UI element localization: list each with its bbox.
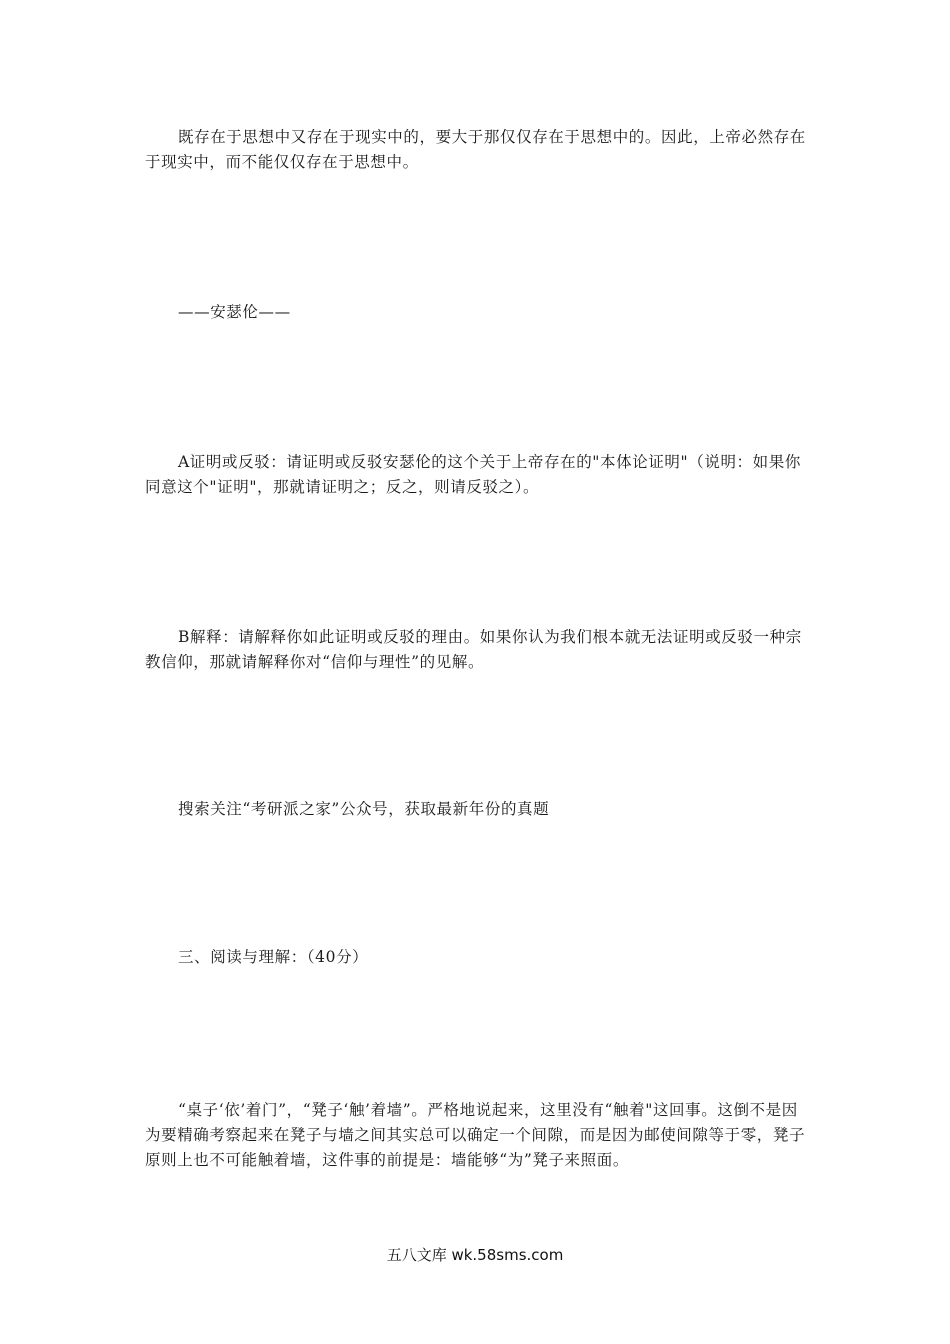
promo-notice: 搜索关注“考研派之家”公众号，获取最新年份的真题 (178, 800, 550, 818)
question-a-prove-or-refute: A证明或反驳：请证明或反驳安瑟伦的这个关于上帝存在的"本体论证明"（说明：如果你同意这个"证明"，那就请证明之；反之，则请反驳之）。 (145, 453, 801, 496)
paragraph-anselm-quote: 既存在于思想中又存在于现实中的，要大于那仅仅存在于思想中的。因此，上帝必然存在于现实中，而不能仅仅存在于思想中。 (145, 128, 806, 171)
reading-passage: “桌子‘依’着门”，“凳子‘触’着墙”。严格地说起来，这里没有“触着"这回事。这倒不是因为要精确考察起来在凳子与墙之间其实总可以确定一个间隙，而是因为邮使间隙等于零，凳子原则上也不可能触着墙，这件事的前提是：墙能够“为”凳子来照面。 (145, 1101, 806, 1169)
attribution-anselm: ——安瑟伦—— (178, 303, 291, 321)
section-heading-reading: 三、阅读与理解：（40分） (178, 948, 369, 966)
footer-watermark: 五八文库 wk.58sms.com (386, 1246, 564, 1264)
question-b-explain: B解释：请解释你如此证明或反驳的理由。如果你认为我们根本就无法证明或反驳一种宗教信仰，那就请解释你对“信仰与理性”的见解。 (145, 628, 802, 671)
